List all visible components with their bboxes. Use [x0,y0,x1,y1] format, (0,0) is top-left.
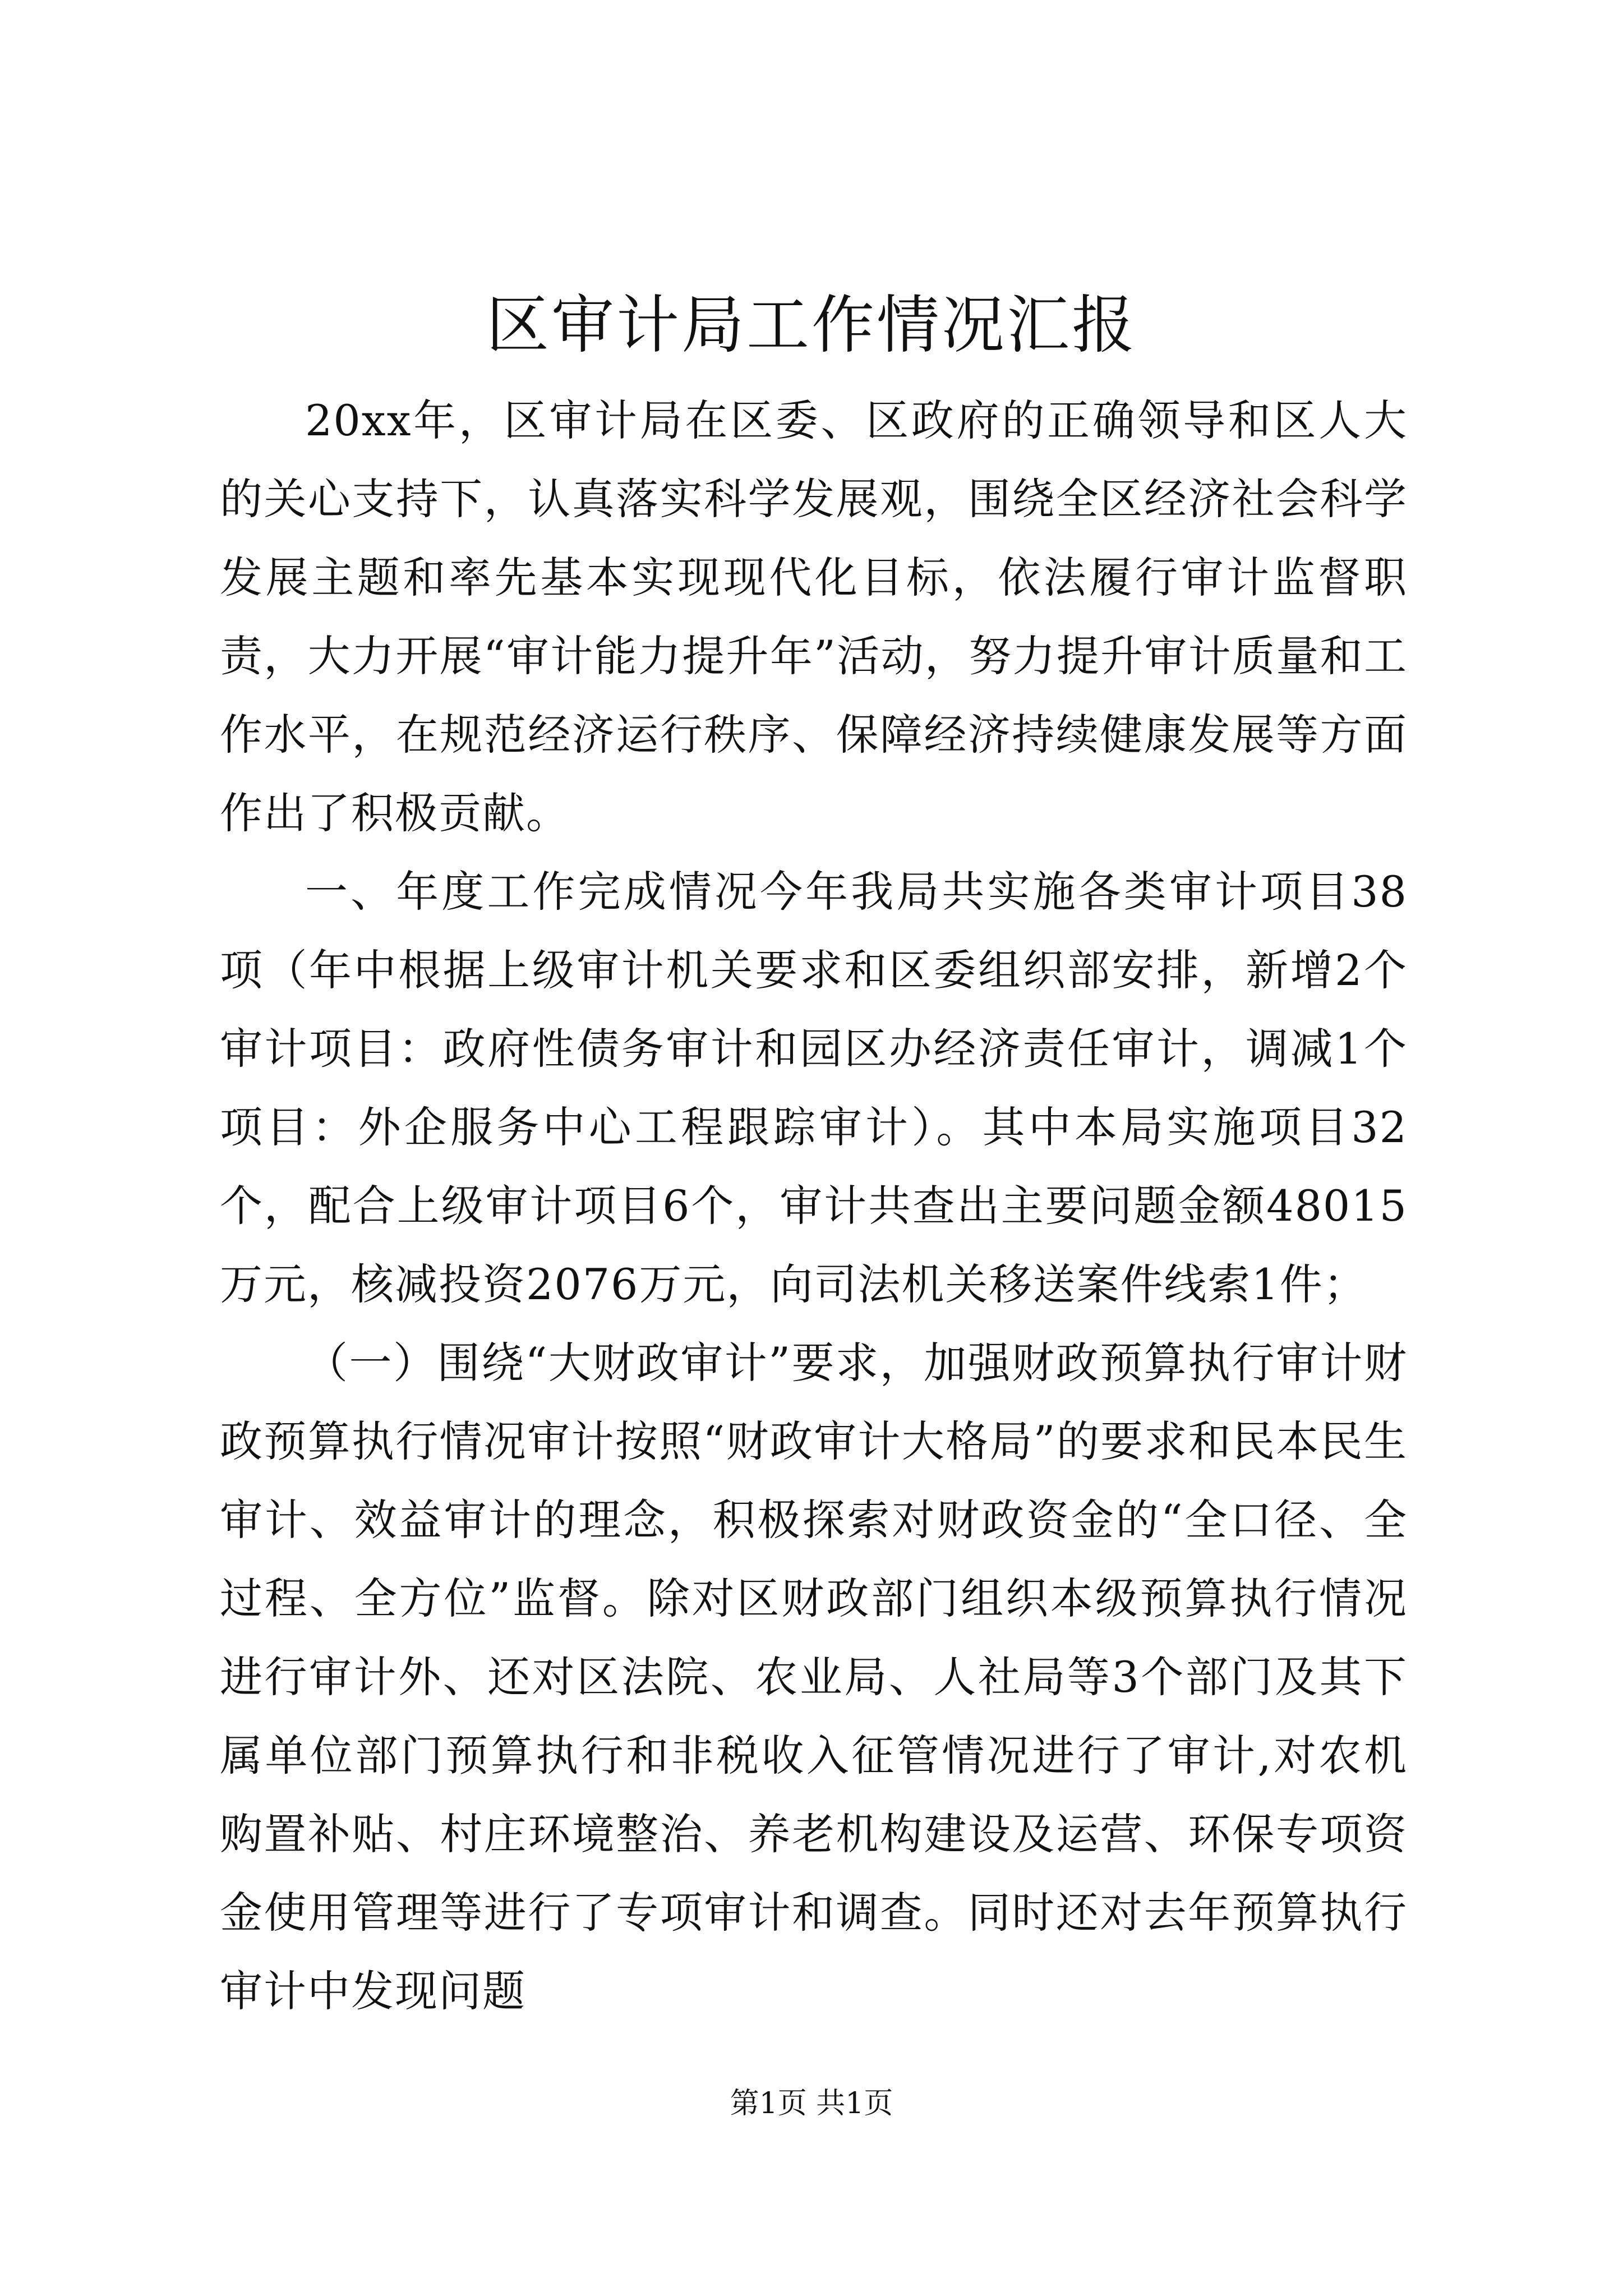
paragraph-intro: 20xx年，区审计局在区委、区政府的正确领导和区人大的关心支持下，认真落实科学发展观，围绕全区经济社会科学发展主题和率先基本实现现代化目标，依法履行审计监督职责，大力开展“审计能力提升年”活动，努力提升审计质量和工作水平，在规范经济运行秩序、保障经济持续健康发展等方面作出了积极贡献。 [220,395,1408,838]
paragraph-annual-work: 一、年度工作完成情况今年我局共实施各类审计项目38项（年中根据上级审计机关要求和区委组织部安排，新增2个审计项目：政府性债务审计和园区办经济责任审计，调减1个项目：外企服务中心工程跟踪审计）。其中本局实施项目32个，配合上级审计项目6个，审计共查出主要问题金额48015万元，核减投资2076万元，向司法机关移送案件线索1件； [220,867,1408,1309]
paragraph-finance-audit: （一）围绕“大财政审计”要求，加强财政预算执行审计财政预算执行情况审计按照“财政审计大格局”的要求和民本民生审计、效益审计的理念，积极探索对财政资金的“全口径、全过程、全方位”监督。除对区财政部门组织本级预算执行情况进行审计外、还对区法院、农业局、人社局等3个部门及其下属单位部门预算执行和非税收入征管情况进行了审计,对农机购置补贴、村庄环境整治、养老机构建设及运营、环保专项资金使用管理等进行了专项审计和调查。同时还对去年预算执行审计中发现问题 [220,1338,1408,2016]
document-body [220,381,1408,2031]
document-title: 区审计局工作情况汇报 [486,289,1137,362]
page-footer: 第1页 共1页 [730,2087,893,2120]
